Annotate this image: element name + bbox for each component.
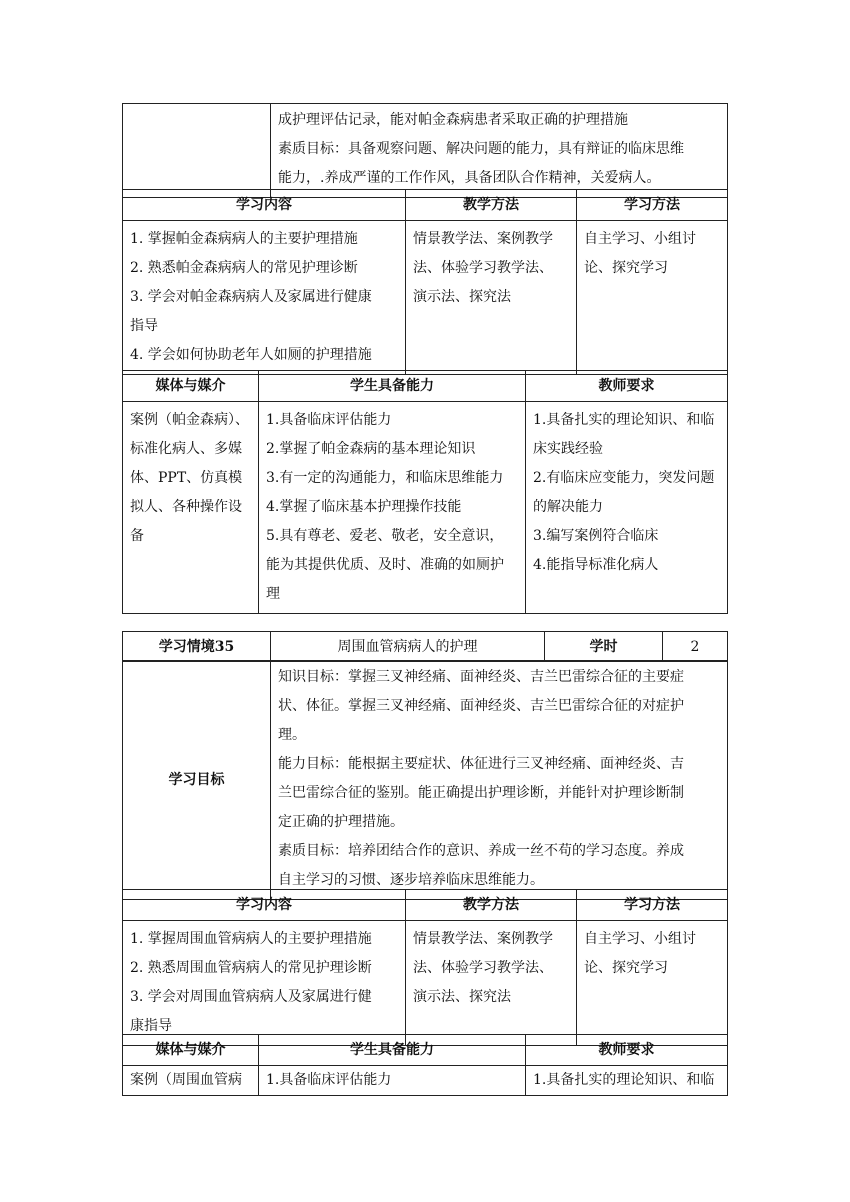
learning-content-cell [123, 921, 406, 1046]
ability-table-2 [122, 1034, 728, 1096]
header-learning-content: 学习内容 [123, 890, 406, 921]
objective-line: 能力目标：能根据主要症状、体征进行三叉神经痛、面神经炎、吉 [278, 756, 684, 772]
teacher-requirements-cell [526, 1066, 728, 1096]
teaching-method-cell [406, 921, 577, 1046]
learning-content-cell [123, 221, 406, 375]
objective-line: 知识目标：掌握三叉神经痛、面神经炎、吉兰巴雷综合征的主要症 [278, 669, 684, 685]
ability-line: 能为其提供优质、及时、准确的如厕护 [266, 557, 504, 573]
header-media: 媒体与媒介 [123, 371, 259, 402]
student-ability-cell [259, 402, 526, 614]
situation-label: 学习情境35 [123, 632, 271, 662]
content-item: 指导 [130, 318, 158, 334]
teacher-requirements-cell [526, 402, 728, 614]
content-item: 3. 学会对帕金森病病人及家属进行健康 [130, 289, 372, 305]
content-item: 3. 学会对周围血管病病人及家属进行健 [130, 989, 372, 1005]
objective-line: 兰巴雷综合征的鉴别。能正确提出护理诊断，并能针对护理诊断制 [278, 785, 684, 801]
objective-line: 成护理评估记录，能对帕金森病患者采取正确的护理措施 [278, 112, 628, 128]
header-teacher-requirements: 教师要求 [526, 371, 728, 402]
ability-table-1 [122, 370, 728, 614]
objective-line: 素质目标：具备观察问题、解决问题的能力，具有辩证的临床思维 [278, 141, 684, 157]
teaching-line: 情景教学法、案例教学 [413, 231, 553, 247]
ability-line: 5.具有尊老、爱老、敬老，安全意识， [266, 528, 504, 544]
teaching-line: 演示法、探究法 [413, 989, 511, 1005]
ability-line: 3.有一定的沟通能力，和临床思维能力 [266, 470, 504, 486]
content-table-1 [122, 189, 728, 375]
header-learning-content: 学习内容 [123, 190, 406, 221]
ability-line: 理 [266, 586, 280, 602]
learning-line: 论、探究学习 [584, 260, 668, 276]
teaching-line: 演示法、探究法 [413, 289, 511, 305]
situation-title: 周围血管病病人的护理 [271, 632, 545, 662]
content-table-2 [122, 889, 728, 1046]
media-line: 拟人、各种操作设 [130, 499, 242, 515]
objectives-label-cell-empty [123, 104, 271, 198]
header-student-ability: 学生具备能力 [259, 371, 526, 402]
media-cell [123, 1066, 259, 1096]
objective-line: 定正确的护理措施。 [278, 814, 404, 830]
header-teacher-requirements: 教师要求 [526, 1035, 728, 1066]
teaching-method-cell [406, 221, 577, 375]
content-item: 1. 掌握帕金森病病人的主要护理措施 [130, 231, 358, 247]
ability-line: 4.掌握了临床基本护理操作技能 [266, 499, 462, 515]
ability-line: 1.具备临床评估能力 [266, 1072, 392, 1088]
media-line: 体、PPT、仿真模 [130, 470, 243, 486]
media-line: 备 [130, 528, 144, 544]
learning-line: 论、探究学习 [584, 960, 668, 976]
objective-line: 状、体征。掌握三叉神经痛、面神经炎、吉兰巴雷综合征的对症护 [278, 698, 684, 714]
teacher-line: 2.有临床应变能力，突发问题 [533, 470, 715, 486]
hours-value: 2 [663, 632, 728, 662]
teacher-line: 3.编写案例符合临床 [533, 528, 659, 544]
objective-line: 素质目标：培养团结合作的意识、养成一丝不苟的学习态度。养成 [278, 843, 684, 859]
learning-line: 自主学习、小组讨 [584, 931, 696, 947]
learning-line: 自主学习、小组讨 [584, 231, 696, 247]
teacher-line: 1.具备扎实的理论知识、和临 [533, 1072, 715, 1088]
objective-line: 能力，.养成严谨的工作作风，具备团队合作精神，关爱病人。 [278, 170, 661, 186]
learning-method-cell [577, 221, 728, 375]
content-item: 2. 熟悉周围血管病病人的常见护理诊断 [130, 960, 372, 976]
media-line: 案例（帕金森病）、 [130, 412, 249, 428]
objectives-table-2 [122, 660, 728, 900]
teaching-line: 情景教学法、案例教学 [413, 931, 553, 947]
content-item: 康指导 [130, 1018, 172, 1034]
media-cell [123, 402, 259, 614]
ability-line: 2.掌握了帕金森病的基本理论知识 [266, 441, 476, 457]
content-item: 1. 掌握周围血管病病人的主要护理措施 [130, 931, 372, 947]
header-media: 媒体与媒介 [123, 1035, 259, 1066]
ability-line: 1.具备临床评估能力 [266, 412, 392, 428]
learning-method-cell [577, 921, 728, 1046]
objectives-text-cell [271, 661, 728, 900]
header-teaching-method: 教学方法 [406, 190, 577, 221]
objectives-table-1 [122, 103, 728, 198]
media-line: 标准化病人、多媒 [130, 441, 242, 457]
header-student-ability: 学生具备能力 [259, 1035, 526, 1066]
teacher-line: 床实践经验 [533, 441, 603, 457]
header-learning-method: 学习方法 [577, 890, 728, 921]
objectives-text-cell [271, 104, 728, 198]
content-item: 4. 学会如何协助老年人如厕的护理措施 [130, 347, 372, 363]
objective-line: 自主学习的习惯、逐步培养临床思维能力。 [278, 872, 544, 888]
hours-label: 学时 [545, 632, 663, 662]
header-teaching-method: 教学方法 [406, 890, 577, 921]
header-learning-method: 学习方法 [577, 190, 728, 221]
objectives-label: 学习目标 [123, 661, 271, 900]
student-ability-cell [259, 1066, 526, 1096]
content-item: 2. 熟悉帕金森病病人的常见护理诊断 [130, 260, 358, 276]
objective-line: 理。 [278, 727, 306, 743]
teacher-line: 4.能指导标准化病人 [533, 557, 659, 573]
teaching-line: 法、体验学习教学法、 [413, 260, 553, 276]
situation-table-2 [122, 631, 728, 662]
media-line: 案例（周围血管病 [130, 1072, 242, 1088]
teacher-line: 1.具备扎实的理论知识、和临 [533, 412, 715, 428]
teaching-line: 法、体验学习教学法、 [413, 960, 553, 976]
teacher-line: 的解决能力 [533, 499, 603, 515]
